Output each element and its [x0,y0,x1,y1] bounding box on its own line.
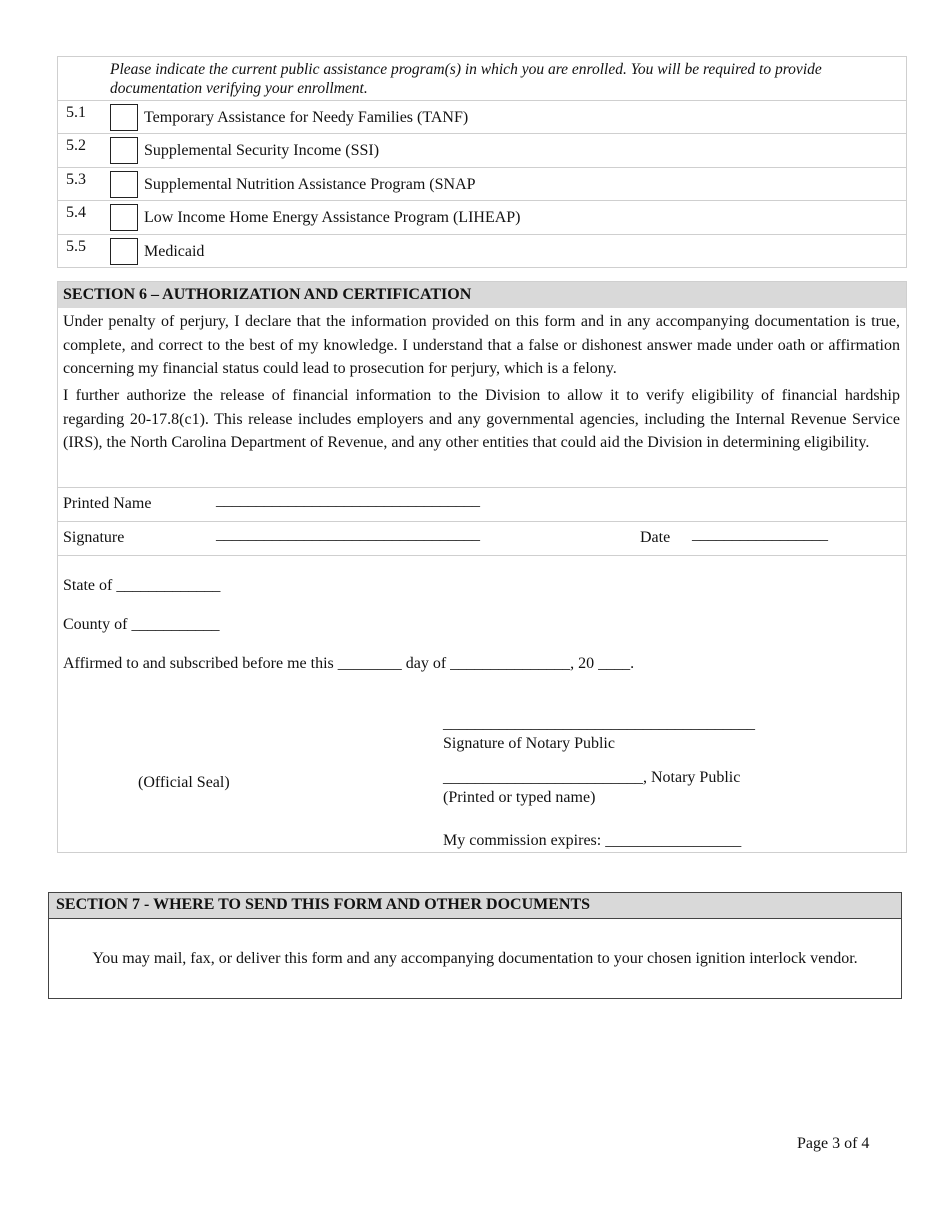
release-authorization: I further authorize the release of financial information to the Division to allow it to verify eligibility of financial hardship regarding 20-17.8(c1). This release includes employers and any governmental agencies, including the Internal Revenue Service (IRS), the North Carolina Department of Revenue, and any other entities that could aid the Division in determining eligibility. [63,387,900,451]
section5-instruction-row [58,57,906,101]
section6-header [58,282,906,308]
section5-instruction: Please indicate the current public assistance program(s) in which you are enrolled. You will be required to provide documentation verifying your enrollment. [110,61,822,97]
program-label: Medicaid [144,242,205,260]
divider [58,487,906,488]
program-row-medicaid [58,235,906,267]
program-number: 5.1 [66,104,86,121]
printed-or-typed-label: (Printed or typed name) [443,789,596,806]
section6-title: SECTION 6 – AUTHORIZATION AND CERTIFICATION [63,286,472,303]
section7-panel [48,892,902,999]
program-checkbox-ssi[interactable] [110,137,138,164]
page-number: Page 3 of 4 [797,1135,870,1152]
section6-panel [57,281,907,853]
date-label: Date [640,529,671,546]
perjury-declaration: Under penalty of perjury, I declare that the information provided on this form and in any accompanying documentation is true, complete, and correct to the best of my knowledge. I understand that a false or dishonest answer made under oath or affirmation concerning my financial status could lead to prosecution for perjury, which is a felony. [63,313,900,377]
divider [58,521,906,522]
program-checkbox-medicaid[interactable] [110,238,138,265]
program-row-snap [58,168,906,201]
section7-header [49,893,901,919]
program-label: Supplemental Security Income (SSI) [144,142,380,160]
notary-name-field[interactable]: _________________________, Notary Public [443,769,741,786]
program-label: Supplemental Nutrition Assistance Program (SNAP [144,175,476,193]
divider [58,555,906,556]
official-seal-label: (Official Seal) [138,774,230,791]
printed-name-field[interactable]: _________________________________ [216,492,480,509]
commission-expires-field[interactable]: My commission expires: _________________ [443,832,742,849]
notary-signature-label: Signature of Notary Public [443,735,615,752]
section5-table [57,56,907,268]
date-field[interactable]: _________________ [692,526,828,543]
program-number: 5.5 [66,237,86,255]
program-checkbox-liheap[interactable] [110,204,138,231]
section7-title: SECTION 7 - WHERE TO SEND THIS FORM AND OTHER DOCUMENTS [56,896,591,913]
program-row-tanf [58,101,906,134]
program-row-liheap [58,201,906,234]
program-number: 5.2 [66,137,86,155]
program-number: 5.4 [66,204,86,222]
affirmation-line[interactable]: Affirmed to and subscribed before me this ________ day of _______________, 20 ____. [63,655,635,672]
state-of-field[interactable]: State of _____________ [63,577,221,594]
program-label: Temporary Assistance for Needy Families (TANF) [144,109,469,126]
section7-instructions: You may mail, fax, or deliver this form and any accompanying documentation to your chosen ignition interlock vendor. [92,950,858,967]
program-checkbox-tanf[interactable] [110,104,138,131]
signature-label: Signature [63,529,125,546]
program-label: Low Income Home Energy Assistance Program (LIHEAP) [144,209,521,227]
notary-signature-field[interactable]: _______________________________________ [443,715,755,732]
program-checkbox-snap[interactable] [110,171,138,198]
county-of-field[interactable]: County of ___________ [63,616,220,633]
program-row-ssi [58,134,906,167]
program-number: 5.3 [66,170,86,188]
printed-name-label: Printed Name [63,495,152,512]
signature-field[interactable]: _________________________________ [216,526,480,543]
